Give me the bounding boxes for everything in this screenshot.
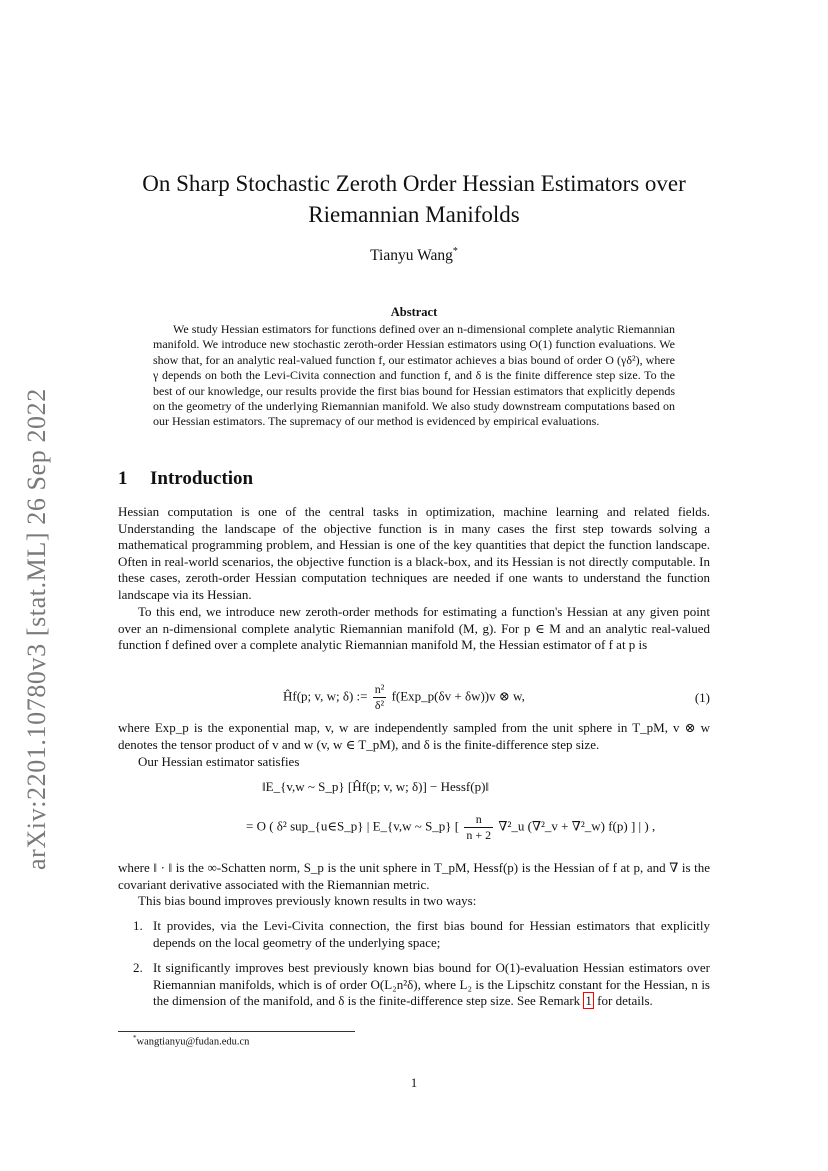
author-footnote-mark[interactable]: * <box>452 246 458 257</box>
remark-link[interactable]: 1 <box>585 993 592 1009</box>
author-name <box>118 246 710 265</box>
footnote-divider <box>118 1031 355 1032</box>
equation-1 <box>283 682 525 713</box>
eq1-lhs: Ĥf(p; v, w; δ) := <box>283 688 368 704</box>
list-marker: 1. <box>133 918 143 933</box>
eq2-post: ∇²_u (∇²_v + ∇²_w) f(p) ] | ) , <box>498 818 656 834</box>
list-marker: 2. <box>133 960 143 976</box>
paper-title <box>118 168 710 230</box>
footnote-mark: * <box>133 1034 137 1042</box>
section-number: 1 <box>118 468 128 489</box>
section-title: Introduction <box>150 468 254 489</box>
eq2-fraction <box>464 812 493 843</box>
footnote-email[interactable]: wangtianyu@fudan.edu.cn <box>136 1036 250 1048</box>
eq1-frac-num: n² <box>374 682 385 696</box>
eq1-fraction <box>373 682 387 713</box>
eq1-frac-den: δ² <box>374 698 385 712</box>
equation-1-number: (1) <box>694 690 710 705</box>
eq1-rhs: f(Exp_p(δv + δw))v ⊗ w, <box>391 688 525 704</box>
title-line-1: On Sharp Stochastic Zeroth Order Hessian Estimators over <box>142 171 686 196</box>
eq2-frac-den: n + 2 <box>466 828 492 842</box>
intro-paragraph-4: Our Hessian estimator satisfies <box>138 754 300 769</box>
list-item <box>133 918 710 951</box>
intro-paragraph-6: This bias bound improves previously known results in two ways: <box>138 893 477 908</box>
arxiv-identifier[interactable]: arXiv:2201.10780v3 [stat.ML] 26 Sep 2022 <box>22 388 51 870</box>
equation-2-line-2 <box>246 812 655 843</box>
eq2-frac-num: n <box>464 812 493 828</box>
intro-paragraph-5: where ‖ · ‖ is the ∞-Schatten norm, S_p is the unit sphere in T_pM, Hessf(p) is the Hessian of f at p, and ∇ is the covariant derivative associated with the Riemannian metric. <box>118 860 710 892</box>
intro-paragraph-3: where Exp_p is the exponential map, v, w are independently sampled from the unit sphere in T_pM, v ⊗ w denotes the tensor product of v and w (v, w ∈ T_pM), and δ is the finite-difference step size. <box>118 720 710 752</box>
abstract-heading: Abstract <box>390 305 438 319</box>
abstract-text: We study Hessian estimators for functions defined over an n-dimensional complete analytic Riemannian manifold. We introduce new stochastic zeroth-order Hessian estimators using O(1) function evaluations. We show that, for an analytic real-valued function f, our estimator achieves a bias bound of order O (γδ²), where γ depends on both the Levi-Civita connection and function f, and δ is the finite difference step size. To the best of our knowledge, our results provide the first bias bound for Hessian estimators that explicitly depends on the geometry of the underlying Riemannian manifold. We also study downstream computations based on our Hessian estimators. The supremacy of our method is evidenced by empirical evaluations. <box>153 322 675 429</box>
title-line-2: Riemannian Manifolds <box>308 202 520 227</box>
author-label: Tianyu Wang <box>370 247 453 265</box>
intro-paragraph-1: Hessian computation is one of the central tasks in optimization, machine learning and related fields. Understanding the landscape of the objective function is in many cases the first step towards solving a mathematical programming problem, and Hessian is one of the key quantities that depict the function landscape. Often in real-world scenarios, the objective function is a black-box, and its Hessian is not directly computable. In these cases, zeroth-order Hessian computation techniques are needed if one wants to understand the function landscape via its Hessian. <box>118 504 710 602</box>
list-item-text: It provides, via the Levi-Civita connection, the first bias bound for Hessian estimators that explicitly depends on the local geometry of the underlying space; <box>153 918 710 950</box>
list-item <box>133 960 710 1010</box>
list-item-text: It significantly improves best previously known bias bound for O(1)-evaluation Hessian estimators over Riemannian manifolds, which is of order O(L₂n²δ), where L₂ is the Lipschitz constant for the Hessian, n is the dimension of the manifold, and δ is the finite-difference step size. See Remark <box>153 960 710 1009</box>
section-heading <box>118 468 253 490</box>
eq2-pre: = O ( δ² sup_{u∈S_p} | E_{v,w ~ S_p} [ <box>246 818 460 834</box>
list-item-text-end: for details. <box>597 993 653 1009</box>
page-number: 1 <box>410 1075 418 1090</box>
footnote <box>133 1034 249 1048</box>
equation-2-line-1: ‖E_{v,w ~ S_p} [Ĥf(p; v, w; δ)] − Hessf(p)‖ <box>262 779 490 794</box>
contribution-list <box>133 918 710 1019</box>
intro-paragraph-2: To this end, we introduce new zeroth-order methods for estimating a function's Hessian at any given point over an n-dimensional complete analytic Riemannian manifold (M, g). For p ∈ M and an analytic real-valued function f defined over a complete analytic Riemannian manifold M, the Hessian estimator of f at p is <box>118 604 710 653</box>
